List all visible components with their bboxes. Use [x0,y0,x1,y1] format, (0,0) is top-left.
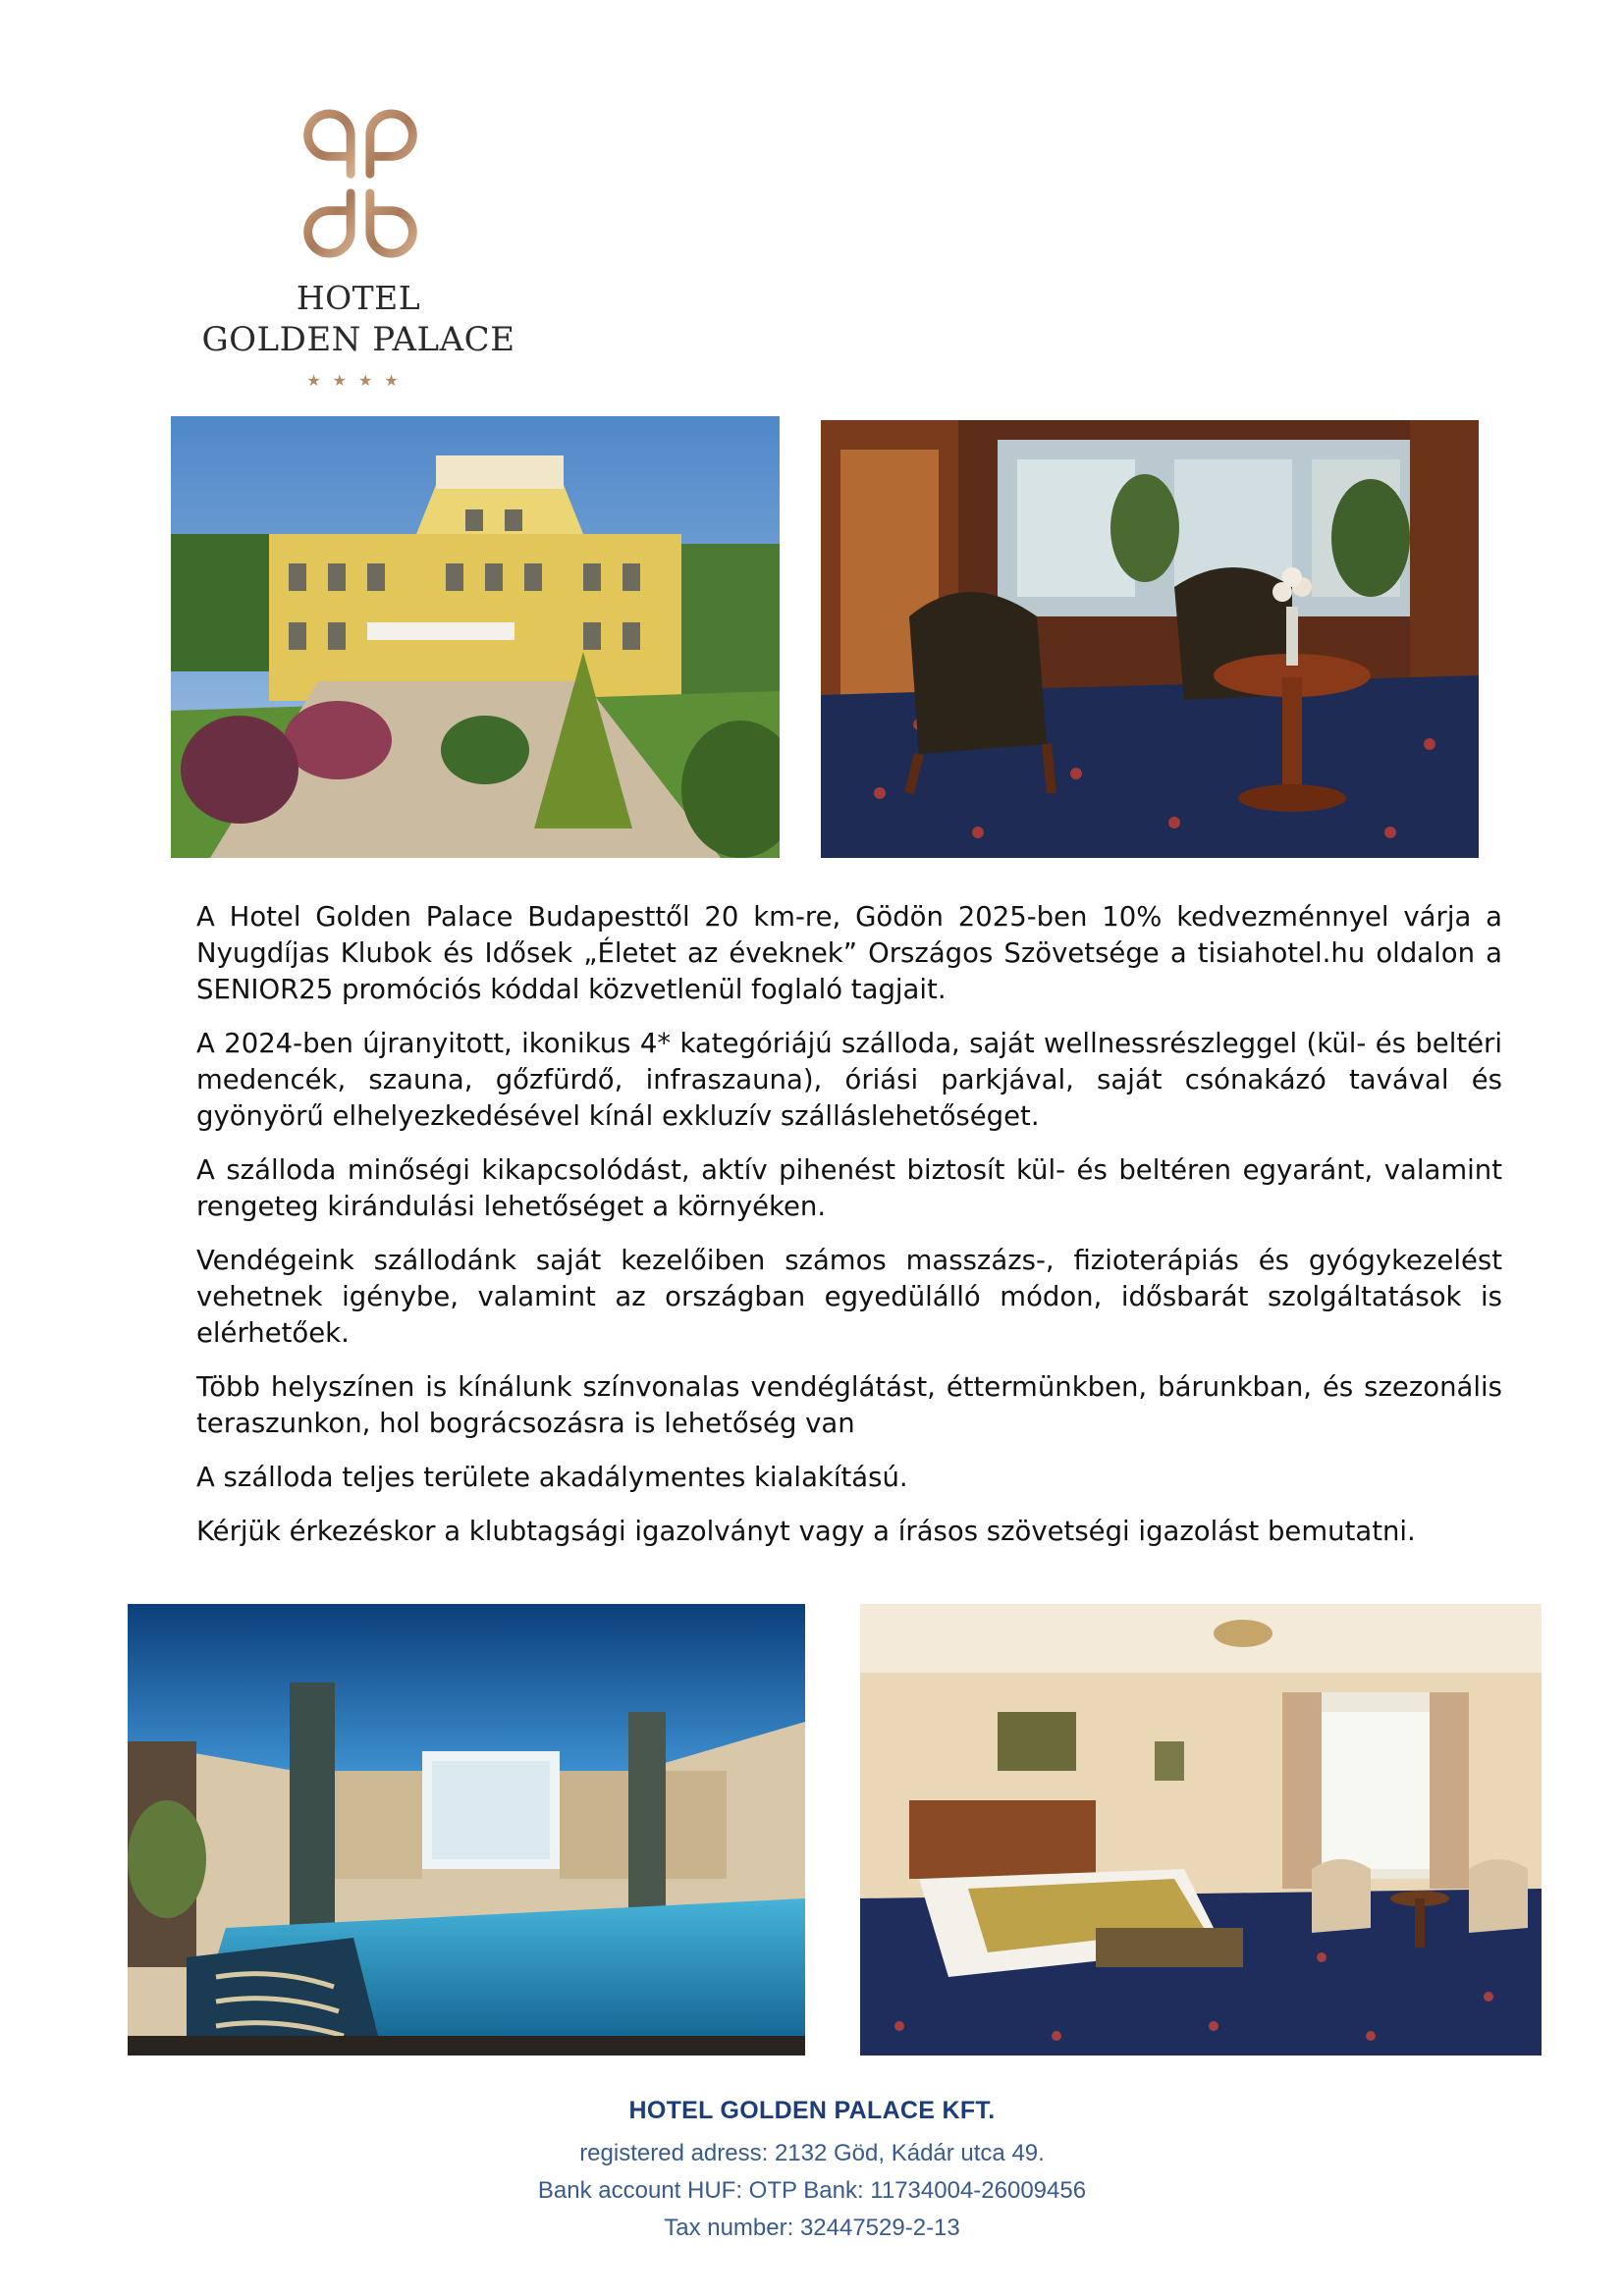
footer [0,2097,1624,2247]
hotel-logo [196,106,520,391]
footer-tax-number: Tax number: 32447529-2-13 [664,2215,960,2241]
footer-address: registered adress: 2132 Göd, Kádár utca 49. [579,2140,1045,2166]
footer-company-name: HOTEL GOLDEN PALACE KFT. [628,2097,996,2124]
paragraph-accessibility: A szálloda teljes területe akadálymentes kialakítású. [196,1462,908,1493]
footer-bank-account: Bank account HUF: OTP Bank: 11734004-26009456 [537,2177,1087,2204]
paragraph-arrival-note: Kérjük érkezéskor a klubtagsági igazolványt vagy a írásos szövetségi igazolást bemutatni. [196,1516,1416,1547]
logo-stars: ★★★★ [306,371,410,390]
paragraph-relaxation: A szálloda minőségi kikapcsolódást, aktív pihenést biztosít kül- és beltéren egyaránt, valamint rengeteg kirándulási lehetőséget a környéken. [196,1154,1502,1222]
paragraph-dining: Több helyszínen is kínálunk színvonalas vendéglátást, éttermünkben, bárunkban, és szezonális teraszunkon, hol bográcsozásra is lehetőség van [196,1371,1502,1439]
hotel-lounge-photo [821,420,1479,858]
paragraph-intro: A Hotel Golden Palace Budapesttől 20 km-re, Gödön 2025-ben 10% kedvezménnyel várja a Nyugdíjas Klubok és Idősek „Életet az éveknek” Országos Szövetsége a tisiahotel.hu oldalon a SENIOR25 promóciós kóddal közvetlenül foglaló tagjait. [196,901,1502,1005]
paragraph-facilities: A 2024-ben újranyitott, ikonikus 4* kategóriájú szálloda, saját wellnessrészleggel (kül- és beltéri medencék, szauna, gőzfürdő, infraszauna), óriási parkjával, saját csónakázó tavával és gyönyörű elhelyezkedésével kínál exkluzív szálláslehetőséget. [196,1028,1502,1132]
indoor-pool-photo [128,1604,805,2056]
paragraph-treatments: Vendégeink szállodánk saját kezelőiben számos masszázs-, fizioterápiás és gyógykezelést vehetnek igénybe, valamint az országban egyedülálló módon, idősbarát szolgáltatások is elérhetőek. [196,1245,1502,1349]
hotel-bedroom-photo [860,1604,1542,2056]
hotel-facade-photo [171,416,780,858]
logo-text-hotel: HOTEL [296,279,421,317]
logo-text-golden-palace: GOLDEN PALACE [201,320,515,359]
body-text [196,899,1502,1550]
monogram-logo-icon [283,106,438,261]
